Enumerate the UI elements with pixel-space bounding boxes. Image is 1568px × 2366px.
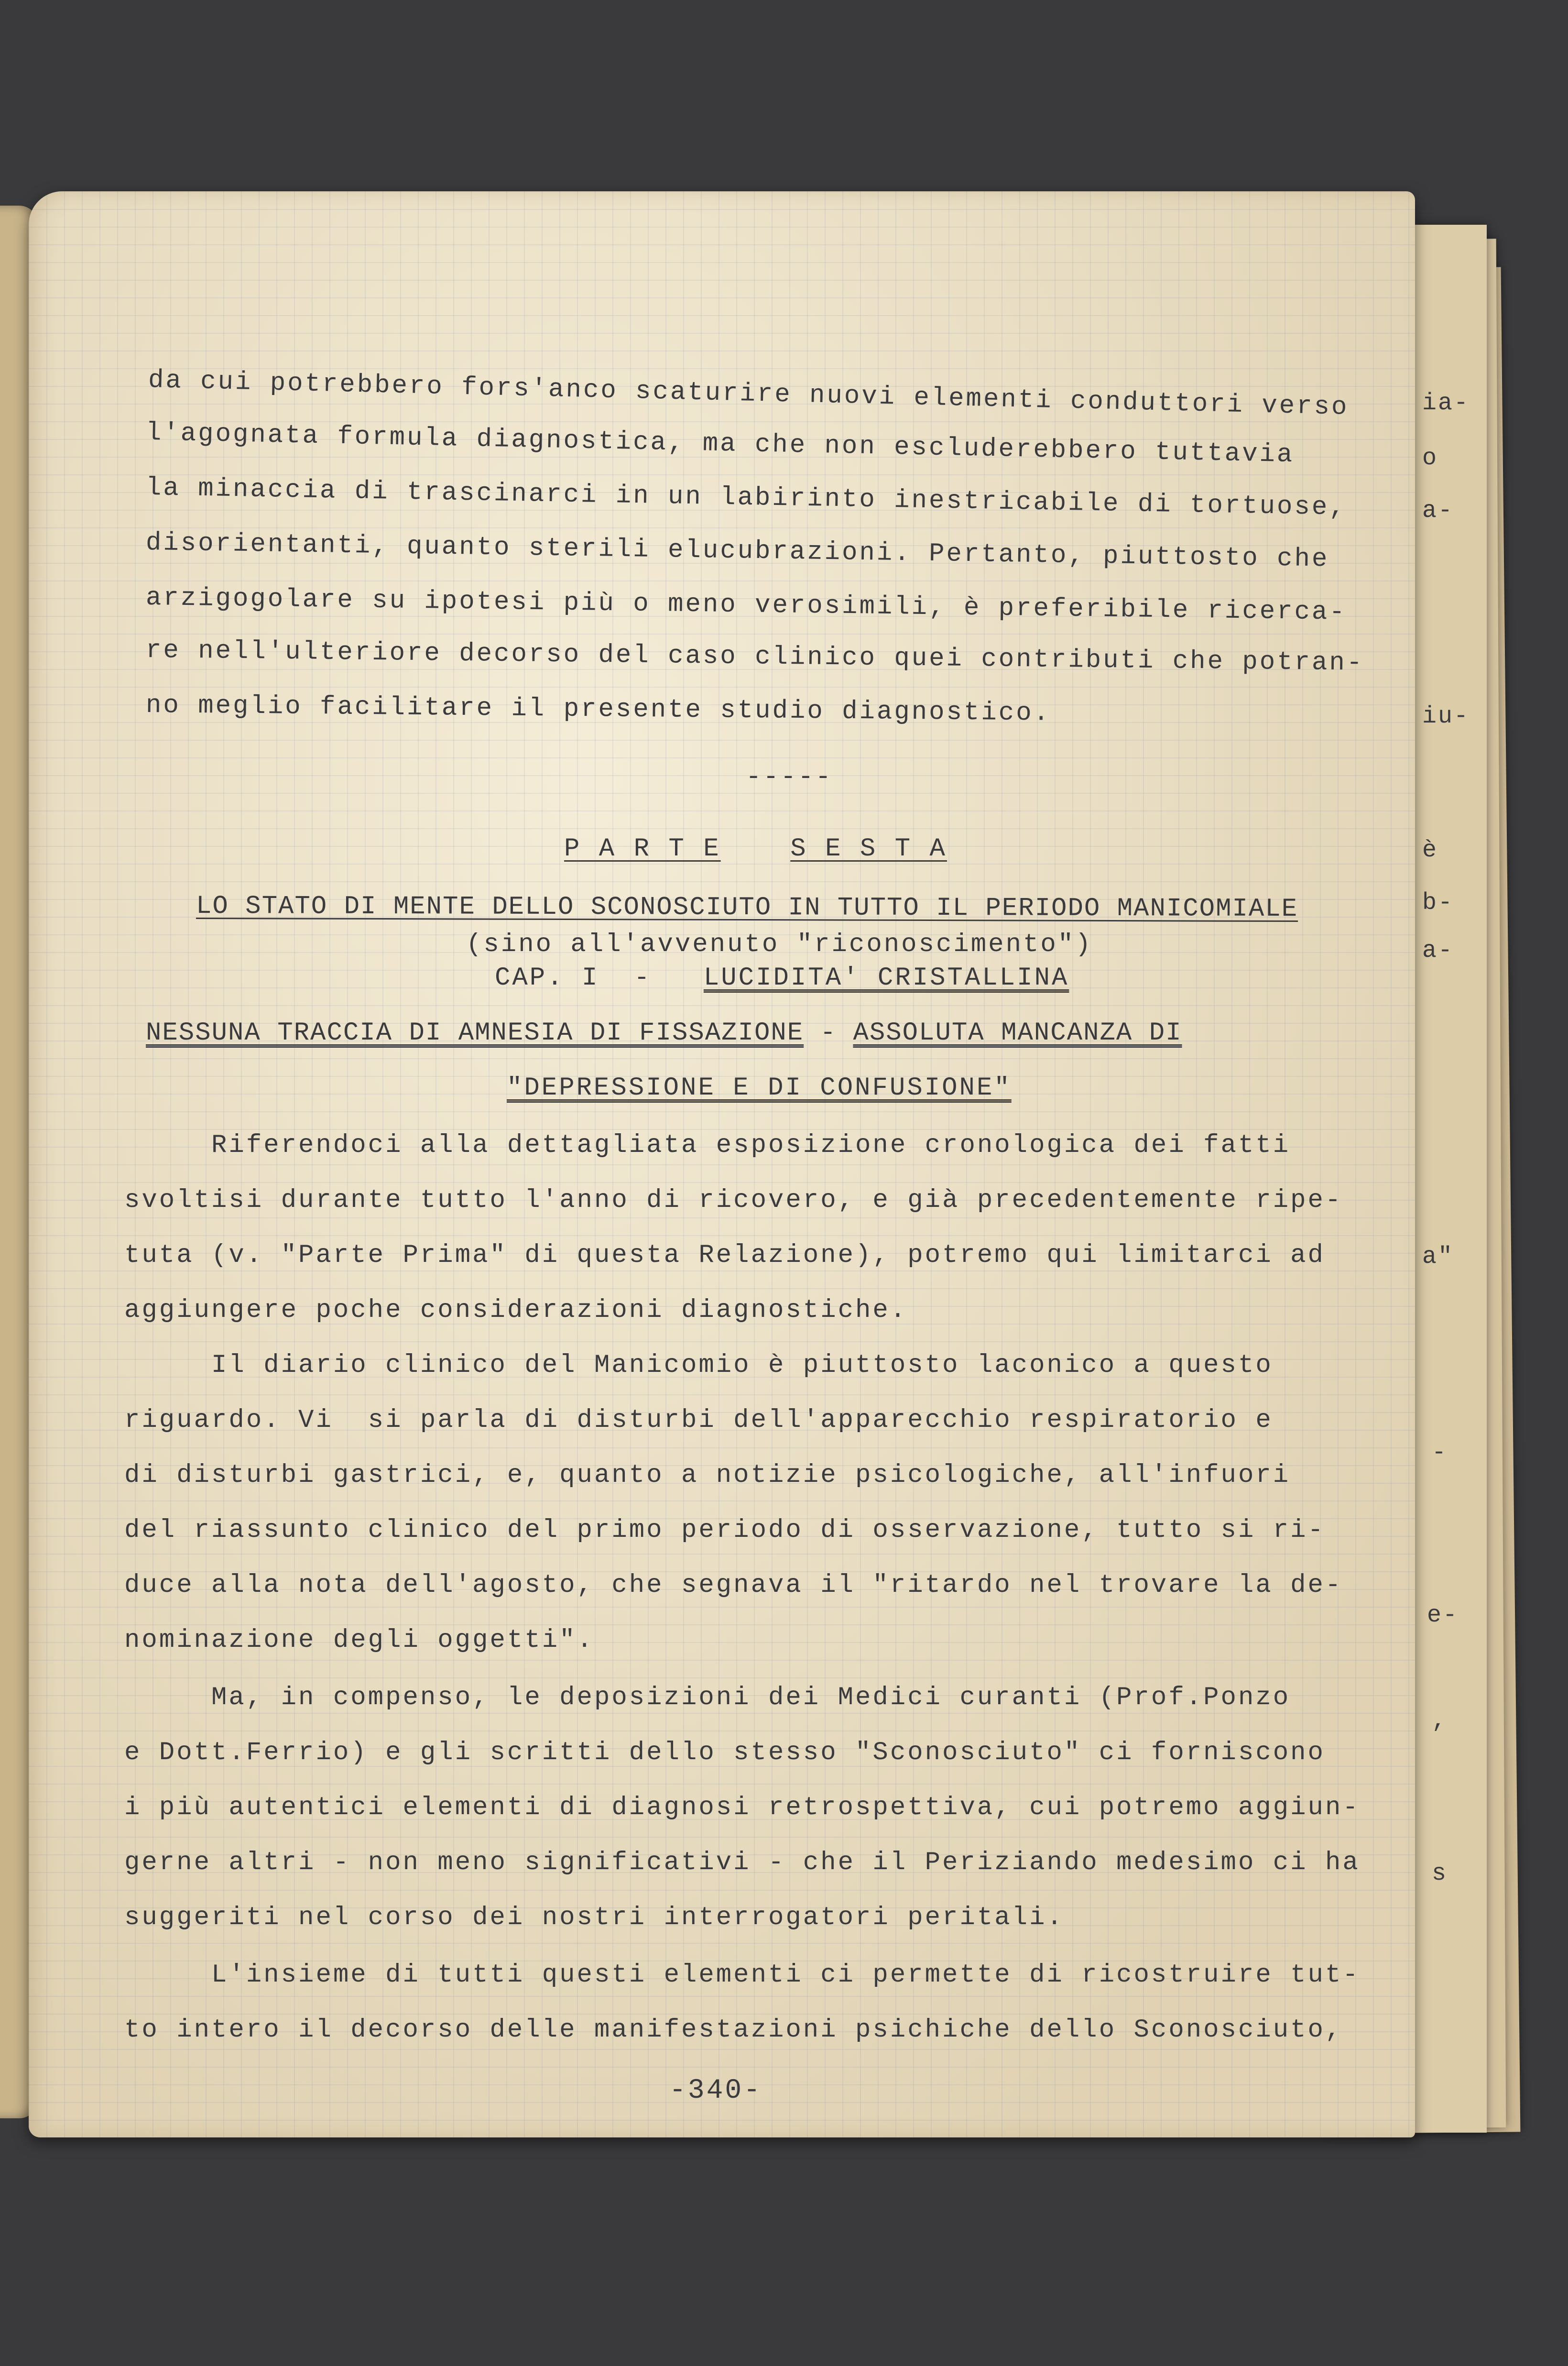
- margin-fragment: e-: [1427, 1602, 1459, 1629]
- body-line: di disturbi gastrici, e, quanto a notizie psicologiche, all'infuori: [124, 1461, 1291, 1490]
- body-line: L'insieme di tutti questi elementi ci permette di ricostruire tut-: [124, 1961, 1360, 1990]
- body-line: suggeriti nel corso dei nostri interrogatori peritali.: [124, 1903, 1064, 1932]
- body-line: gerne altri - non meno significativi - che il Periziando medesimo ci ha: [124, 1848, 1360, 1877]
- body-line: i più autentici elementi di diagnosi retrospettiva, cui potremo aggiun-: [124, 1793, 1360, 1822]
- body-line: Riferendoci alla dettagliata esposizione cronologica dei fatti: [124, 1131, 1291, 1160]
- margin-fragment: a-: [1422, 937, 1454, 964]
- margin-fragment: o: [1422, 445, 1438, 472]
- intro-line: da cui potrebbero fors'anco scaturire nuovi elementi conduttori verso: [148, 366, 1350, 422]
- margin-fragment: ia-: [1422, 390, 1470, 417]
- subheading-line-2: "DEPRESSIONE E DI CONFUSIONE": [507, 1073, 1012, 1103]
- margin-fragment: b-: [1422, 889, 1454, 917]
- margin-fragment: iu-: [1422, 703, 1470, 730]
- body-line: aggiungere poche considerazioni diagnostiche.: [124, 1296, 908, 1325]
- body-line: Il diario clinico del Manicomio è piuttosto laconico a questo: [124, 1351, 1273, 1380]
- margin-fragment: ,: [1432, 1707, 1448, 1734]
- margin-fragment: a-: [1422, 497, 1454, 525]
- part-label: P A R T E S E S T A: [564, 834, 947, 864]
- margin-fragment: è: [1422, 837, 1438, 864]
- intro-line: no meglio facilitare il presente studio diagnostico.: [145, 691, 1051, 728]
- intro-line: arzigogolare su ipotesi più o meno verosimili, è preferibile ricerca-: [145, 583, 1347, 627]
- body-line: e Dott.Ferrio) e gli scritti dello stesso "Sconosciuto" ci forniscono: [124, 1738, 1325, 1767]
- body-line: Ma, in compenso, le deposizioni dei Medici curanti (Prof.Ponzo: [124, 1683, 1291, 1712]
- body-line: tuta (v. "Parte Prima" di questa Relazione), potremo qui limitarci ad: [124, 1241, 1325, 1270]
- body-line: svoltisi durante tutto l'anno di ricovero, e già precedentemente ripe-: [124, 1186, 1343, 1215]
- intro-line: la minaccia di trascinarci in un labirinto inestricabile di tortuose,: [145, 473, 1347, 523]
- intro-line: l'agognata formula diagnostica, ma che non escluderebbero tuttavia: [145, 418, 1295, 470]
- body-line: nominazione degli oggetti".: [124, 1626, 594, 1655]
- intro-line: disorientanti, quanto sterili elucubrazioni. Pertanto, piuttosto che: [145, 528, 1329, 574]
- margin-fragment: s: [1432, 1860, 1448, 1887]
- separator-dashes: -----: [746, 763, 833, 792]
- body-line: to intero il decorso delle manifestazioni psichiche dello Sconosciuto,: [124, 2015, 1343, 2045]
- margin-fragment: -: [1432, 1439, 1448, 1467]
- margin-fragment: a": [1422, 1243, 1454, 1271]
- part-title: LO STATO DI MENTE DELLO SCONOSCIUTO IN TUTTO IL PERIODO MANICOMIALE: [196, 892, 1298, 924]
- page-number: -340-: [669, 2075, 762, 2106]
- part-subtitle: (sino all'avvenuto "riconoscimento"): [466, 930, 1093, 959]
- body-line: riguardo. Vi si parla di disturbi dell'apparecchio respiratorio e: [124, 1406, 1273, 1435]
- subheading-line-1: NESSUNA TRACCIA DI AMNESIA DI FISSAZIONE - ASSOLUTA MANCANZA DI: [146, 1019, 1182, 1048]
- chapter-heading: CAP. I - LUCIDITA' CRISTALLINA: [495, 964, 1069, 993]
- intro-line: re nell'ulteriore decorso del caso clinico quei contributi che potran-: [145, 636, 1364, 678]
- typewritten-page: [29, 191, 1415, 2137]
- body-line: del riassunto clinico del primo periodo di osservazione, tutto si ri-: [124, 1516, 1325, 1545]
- body-line: duce alla nota dell'agosto, che segnava il "ritardo nel trovare la de-: [124, 1571, 1343, 1600]
